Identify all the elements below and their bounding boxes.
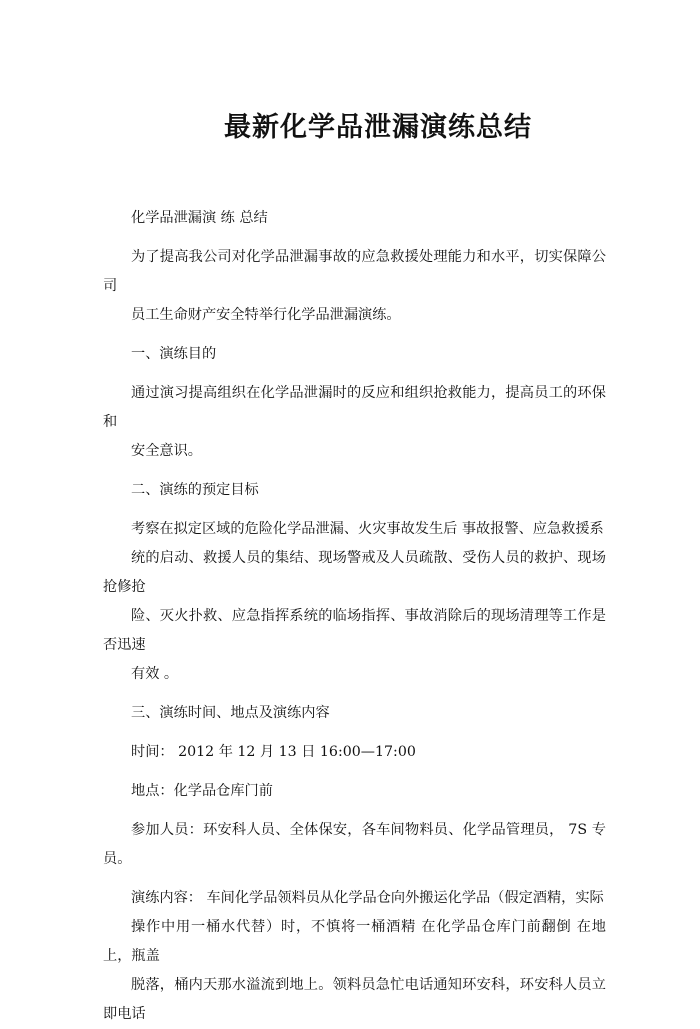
- text-line: 有效 。: [131, 666, 179, 682]
- text-line: 安全意识。: [131, 443, 202, 459]
- paragraph-goals: [103, 515, 606, 689]
- text-line: 时间： 2012 年 12 月 13 日 16:00—17:00: [131, 744, 416, 760]
- text-line: 通过演习提高组织在化学品泄漏时的反应和组织抢救能力，提高员工的环保和: [103, 385, 606, 430]
- paragraph-time: [103, 738, 606, 767]
- paragraph-intro: [103, 243, 606, 330]
- section-heading-schedule: [103, 699, 606, 728]
- text-line: 统的启动、救援人员的集结、现场警戒及人员疏散、受伤人员的救护、现场抢修抢: [103, 550, 606, 595]
- paragraph-content: [103, 884, 606, 1029]
- text-line: 三、演练时间、地点及演练内容: [131, 705, 330, 721]
- text-line: 员工生命财产安全特举行化学品泄漏演练。: [131, 307, 401, 323]
- section-heading-purpose: [103, 340, 606, 369]
- text-line: 险、灭火扑救、应急指挥系统的临场指挥、事故消除后的现场清理等工作是否迅速: [103, 608, 606, 653]
- text-line: 演练内容： 车间化学品领料员从化学品仓向外搬运化学品（假定酒精，实际: [131, 890, 604, 906]
- paragraph-subtitle: [103, 204, 606, 233]
- section-heading-goals: [103, 476, 606, 505]
- paragraph-location: [103, 777, 606, 806]
- text-line: 为了提高我公司对化学品泄漏事故的应急救援处理能力和水平，切实保障公司: [103, 249, 606, 294]
- text-line: 参加人员：环安科人员、全体保安，各车间物料员、化学品管理员， 7S 专员。: [103, 822, 606, 867]
- text-line: 操作中用一桶水代替）时，不慎将一桶酒精 在化学品仓库门前翻倒 在地上，瓶盖: [103, 919, 606, 964]
- text-line: 化学品泄漏演 练 总结: [131, 210, 268, 226]
- text-line: 脱落，桶内天那水溢流到地上。领料员急忙电话通知环安科，环安科人员立即电话: [103, 977, 606, 1022]
- document-body: [103, 204, 606, 1029]
- paragraph-purpose: [103, 379, 606, 466]
- text-line: 一、演练目的: [131, 346, 217, 362]
- text-line: 地点：化学品仓库门前: [131, 783, 273, 799]
- document-title: 最新化学品泄漏演练总结: [224, 112, 532, 143]
- paragraph-participants: [103, 816, 606, 874]
- text-line: 二、演练的预定目标: [131, 482, 259, 498]
- text-line: 考察在拟定区域的危险化学品泄漏、火灾事故发生后 事故报警、应急救援系: [131, 521, 604, 537]
